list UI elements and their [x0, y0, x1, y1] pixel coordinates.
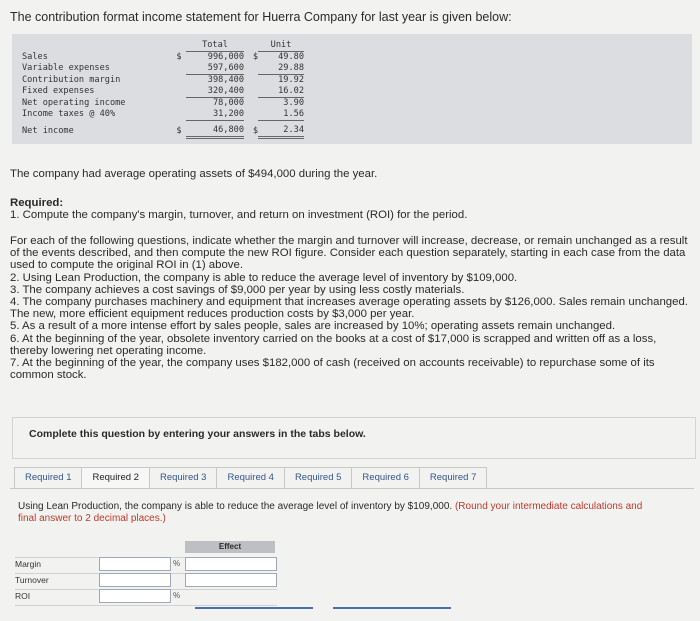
question-list	[10, 272, 690, 382]
net-operating-income-unit: 3.90	[283, 98, 304, 108]
row-label-roi: ROI	[15, 591, 31, 601]
questions-section	[10, 235, 690, 381]
variable-expenses-total: 597,600	[186, 63, 244, 75]
income-statement-table	[12, 40, 304, 139]
row-label-margin: Margin	[15, 559, 41, 569]
margin-value-input[interactable]	[99, 557, 171, 571]
rounding-hint: (Round your intermediate calculations and final answer to 2 decimal places.)	[18, 501, 643, 524]
sales-unit: 49.80	[278, 52, 304, 62]
dollar-sign: $	[176, 51, 182, 62]
income-statement	[12, 34, 692, 144]
turnover-effect-select[interactable]	[185, 573, 277, 587]
row-label-contribution-margin: Contribution margin	[22, 74, 121, 85]
question-statement: Using Lean Production, the company is able to reduce the average level of inventory by $109,000.	[18, 501, 453, 512]
margin-effect-select[interactable]	[185, 557, 277, 571]
required-1-text: 1. Compute the company's margin, turnover, and return on investment (ROI) for the period.	[10, 209, 468, 222]
row-label-turnover: Turnover	[15, 575, 49, 585]
variable-expenses-unit: 29.88	[258, 63, 304, 75]
row-label-net-income: Net income	[22, 125, 74, 136]
sales-total: 996,000	[207, 52, 244, 62]
row-label-variable-expenses: Variable expenses	[22, 63, 110, 74]
required-tabs	[14, 467, 487, 487]
dollar-sign: $	[252, 125, 258, 136]
roi-value-input[interactable]	[99, 589, 171, 603]
tab-required-1[interactable]: Required 1	[14, 467, 81, 489]
required-heading: Required:	[10, 197, 64, 209]
row-label-fixed-expenses: Fixed expenses	[22, 86, 95, 97]
assets-text: The company had average operating assets of $494,000 during the year.	[10, 168, 378, 180]
list-item: 5. As a result of a more intense effort by sales people, sales are increased by 10%; operating assets remain unchanged.	[10, 320, 616, 333]
dollar-sign: $	[252, 51, 258, 62]
nav-underline	[333, 607, 451, 609]
list-item: 7. At the beginning of the year, the company uses $182,000 of cash (received on accounts receivable) to repurchase some of its common stock.	[10, 357, 655, 382]
list-item: 2. Using Lean Production, the company is able to reduce the average level of inventory by $109,000.	[10, 271, 518, 284]
fixed-expenses-unit: 16.02	[258, 86, 304, 98]
row-label-sales: Sales	[22, 51, 48, 62]
tab-panel	[10, 488, 694, 621]
complete-prompt-box	[12, 417, 696, 459]
turnover-value-input[interactable]	[99, 573, 171, 587]
required-section	[10, 197, 690, 221]
intro-text: The contribution format income statement for Huerra Company for last year is given below:	[10, 10, 512, 24]
contribution-margin-unit: 19.92	[278, 75, 304, 85]
column-header-unit: Unit	[258, 40, 304, 52]
tab-required-7[interactable]: Required 7	[419, 467, 487, 489]
tab-required-2[interactable]: Required 2	[81, 467, 148, 489]
percent-sign: %	[173, 559, 181, 568]
list-item: 4. The company purchases machinery and equipment that increases average operating assets by $126,000. Sales remain unchanged. The new, more efficient equipment reduces production costs by $3,000 per year.	[10, 296, 688, 321]
net-income-total: 46,800	[186, 121, 244, 138]
row-label-net-operating-income: Net operating income	[22, 97, 126, 108]
effect-header: Effect	[185, 541, 275, 553]
row-label-income-taxes: Income taxes @ 40%	[22, 109, 116, 120]
list-item: 6. At the beginning of the year, obsolete inventory carried on the books at a cost of $17,000 is scrapped and written off as a loss, thereby lowering net operating income.	[10, 332, 657, 357]
instructions-text: For each of the following questions, indicate whether the margin and turnover will increase, decrease, or remain unchanged as a result of the events described, and then compute the new ROI figure. Consider each question separately, starting in each case from the data used to compute the original ROI in (1) above.	[10, 235, 688, 272]
percent-sign: %	[173, 591, 181, 600]
complete-prompt: Complete this question by entering your answers in the tabs below.	[29, 428, 366, 440]
net-operating-income-total: 78,000	[212, 98, 244, 108]
contribution-margin-total: 398,400	[207, 75, 244, 85]
income-taxes-total: 31,200	[186, 109, 244, 121]
dollar-sign: $	[176, 125, 182, 136]
tab-required-4[interactable]: Required 4	[216, 467, 283, 489]
divider	[15, 605, 277, 606]
tab-required-6[interactable]: Required 6	[351, 467, 418, 489]
column-header-total: Total	[186, 40, 244, 52]
tab-required-3[interactable]: Required 3	[149, 467, 216, 489]
question-text	[18, 501, 658, 525]
nav-underline	[195, 607, 313, 609]
tab-required-5[interactable]: Required 5	[284, 467, 351, 489]
list-item: 3. The company achieves a cost savings of $9,000 per year by using less costly materials.	[10, 283, 465, 296]
income-taxes-unit: 1.56	[258, 109, 304, 121]
fixed-expenses-total: 320,400	[186, 86, 244, 98]
net-income-unit: 2.34	[258, 121, 304, 138]
